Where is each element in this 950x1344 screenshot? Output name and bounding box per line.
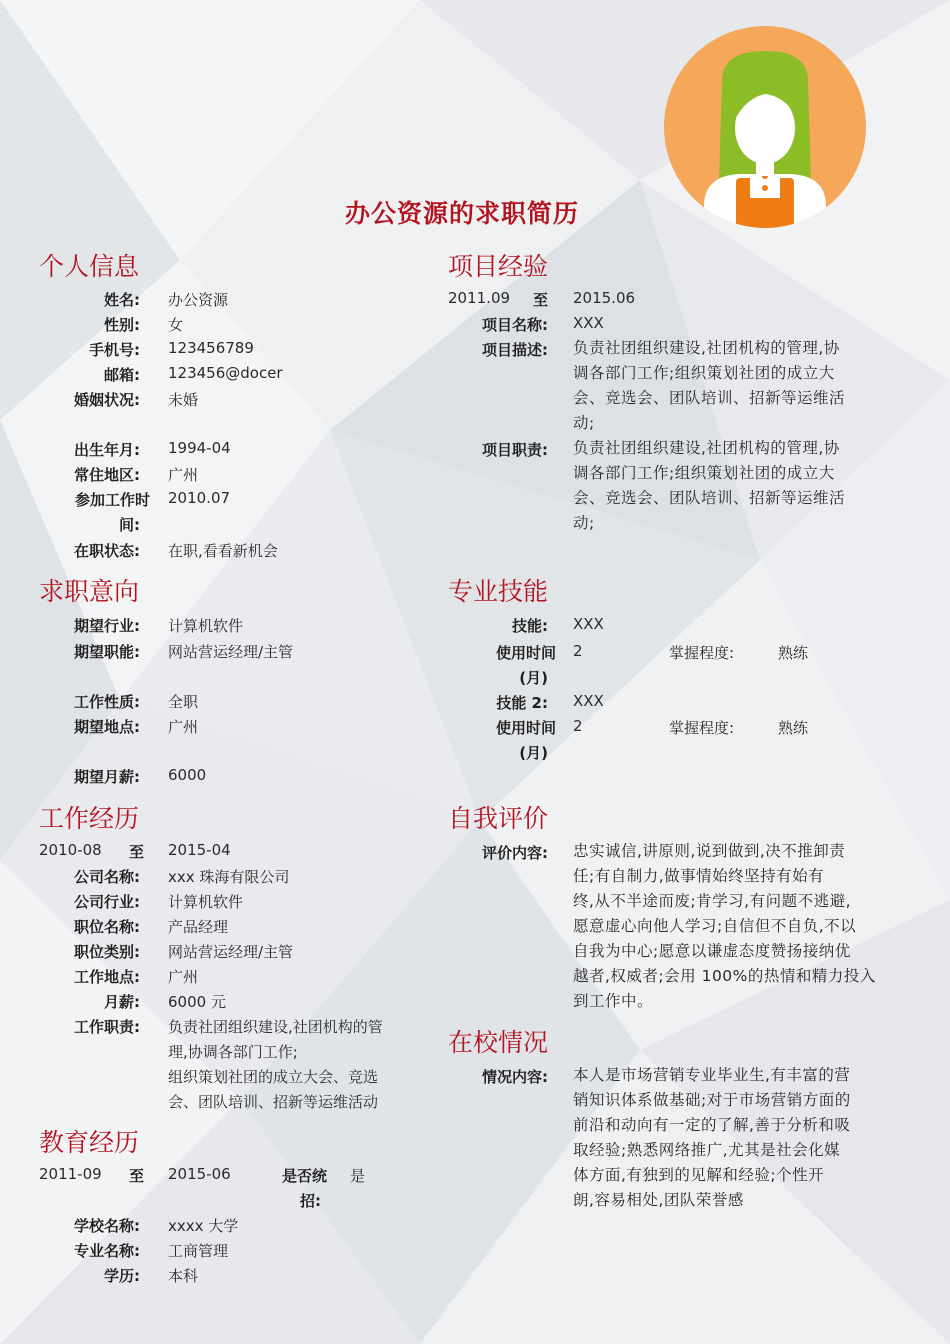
degree-value: 本科 <box>168 1267 199 1285</box>
work-salary-label: 月薪: <box>104 993 140 1011</box>
self-eval-line: 任;有自制力,做事情始终坚持有始有 <box>573 867 825 885</box>
skill2-level-label: 掌握程度: <box>669 719 735 737</box>
project-duty-label: 项目职责: <box>482 441 548 459</box>
work-location-value: 广州 <box>168 968 199 986</box>
intent-salary-label: 期望月薪: <box>74 768 140 786</box>
company-industry-value: 计算机软件 <box>168 893 244 911</box>
birth-value: 1994-04 <box>168 439 231 457</box>
email-label: 邮箱: <box>104 366 140 384</box>
section-title-personal: 个人信息 <box>39 252 140 281</box>
marital-label: 婚姻状况: <box>74 391 140 409</box>
project-desc-text <box>573 336 893 436</box>
unified-recruit-label: 是否统 <box>282 1167 328 1185</box>
project-duty-text <box>573 436 893 536</box>
self-eval-line: 越者,权威者;会用 100%的热情和精力投入 <box>573 967 876 985</box>
project-desc-line: 负责社团组织建设,社团机构的管理,协 <box>573 339 840 357</box>
section-title-skills: 专业技能 <box>448 577 549 606</box>
residence-label: 常住地区: <box>74 466 140 484</box>
work-start-label: 参加工作时 <box>74 491 150 509</box>
project-to: 至 <box>532 291 548 309</box>
project-duty-line: 负责社团组织建设,社团机构的管理,协 <box>573 439 840 457</box>
skill2-label: 技能 2: <box>496 694 548 712</box>
degree-label: 学历: <box>104 1267 140 1285</box>
campus-text <box>573 1063 893 1213</box>
skill2-value: XXX <box>573 692 604 710</box>
intent-location-value: 广州 <box>168 718 199 736</box>
work-start-date: 2010-08 <box>39 841 102 859</box>
intent-industry-label: 期望行业: <box>74 617 140 635</box>
skill1-level-label: 掌握程度: <box>669 644 735 662</box>
email-value: 123456@docer <box>168 364 283 382</box>
unified-recruit-label-cont: 招: <box>300 1192 321 1210</box>
skill1-time-value: 2 <box>573 642 583 660</box>
section-title-education: 教育经历 <box>39 1128 140 1157</box>
status-value: 在职,看看新机会 <box>168 542 278 560</box>
company-value: xxx 珠海有限公司 <box>168 868 290 886</box>
self-eval-line: 忠实诚信,讲原则,说到做到,决不推卸责 <box>573 842 846 860</box>
self-eval-text <box>573 839 893 1014</box>
intent-position-value: 网站营运经理/主管 <box>168 643 294 661</box>
skill1-value: XXX <box>573 615 604 633</box>
gender-label: 性别: <box>104 316 140 334</box>
self-eval-label: 评价内容: <box>482 844 548 862</box>
job-title-value: 产品经理 <box>168 918 229 936</box>
project-end-date: 2015.06 <box>573 289 636 307</box>
campus-line: 销知识体系做基础;对于市场营销方面的 <box>573 1091 851 1109</box>
intent-position-label: 期望职能: <box>74 643 140 661</box>
company-label: 公司名称: <box>74 868 140 886</box>
skill2-time-label: 使用时间 <box>495 719 556 737</box>
section-title-project: 项目经验 <box>448 252 549 281</box>
marital-value: 未婚 <box>168 391 199 409</box>
campus-label: 情况内容: <box>482 1068 548 1086</box>
skill2-time-value: 2 <box>573 717 583 735</box>
work-duties-line: 组织策划社团的成立大会、竞选 <box>168 1068 379 1086</box>
project-desc-line: 会、竞选会、团队培训、招新等运维活 <box>573 389 846 407</box>
work-duties-line: 负责社团组织建设,社团机构的管 <box>168 1018 383 1036</box>
project-desc-line: 动; <box>573 414 595 432</box>
job-category-label: 职位类别: <box>74 943 140 961</box>
skill1-label: 技能: <box>512 617 548 635</box>
project-desc-label: 项目描述: <box>482 341 548 359</box>
status-label: 在职状态: <box>74 542 140 560</box>
project-duty-line: 调各部门工作;组织策划社团的成立大 <box>573 464 835 482</box>
edu-to: 至 <box>128 1167 144 1185</box>
skill1-time-label: 使用时间 <box>495 644 556 662</box>
campus-line: 体方面,有独到的见解和经验;个性开 <box>573 1166 825 1184</box>
job-title-label: 职位名称: <box>74 918 140 936</box>
campus-line: 前沿和动向有一定的了解,善于分析和吸 <box>573 1116 851 1134</box>
work-to: 至 <box>128 843 144 861</box>
section-title-self-eval: 自我评价 <box>448 804 549 833</box>
work-start-value: 2010.07 <box>168 489 231 507</box>
major-label: 专业名称: <box>74 1242 140 1260</box>
work-salary-value: 6000 元 <box>168 993 226 1011</box>
section-title-work: 工作经历 <box>39 804 140 833</box>
project-duty-line: 动; <box>573 514 595 532</box>
skill1-time-label-cont: (月) <box>519 669 548 687</box>
major-value: 工商管理 <box>168 1242 229 1260</box>
edu-start-date: 2011-09 <box>39 1165 102 1183</box>
birth-label: 出生年月: <box>74 441 140 459</box>
work-duties-line: 理,协调各部门工作; <box>168 1043 298 1061</box>
project-name-label: 项目名称: <box>482 316 548 334</box>
project-name-value: XXX <box>573 314 604 332</box>
name-label: 姓名: <box>104 291 140 309</box>
intent-type-label: 工作性质: <box>74 693 140 711</box>
job-category-value: 网站营运经理/主管 <box>168 943 294 961</box>
name-value: 办公资源 <box>168 291 229 309</box>
gender-value: 女 <box>168 316 184 334</box>
work-location-label: 工作地点: <box>74 968 140 986</box>
edu-end-date: 2015-06 <box>168 1165 231 1183</box>
intent-type-value: 全职 <box>168 693 199 711</box>
self-eval-line: 愿意虚心向他人学习;自信但不自负,不以 <box>573 917 857 935</box>
section-title-intention: 求职意向 <box>39 577 140 606</box>
work-start-label-cont: 间: <box>119 516 140 534</box>
self-eval-line: 自我为中心;愿意以谦虚态度赞扬接纳优 <box>573 942 851 960</box>
work-duties-line: 会、团队培训、招新等运维活动 <box>168 1093 379 1111</box>
phone-label: 手机号: <box>89 341 140 359</box>
skill1-level-value: 熟练 <box>778 644 809 662</box>
project-start-date: 2011.09 <box>448 289 511 307</box>
skill2-level-value: 熟练 <box>778 719 809 737</box>
intent-location-label: 期望地点: <box>74 718 140 736</box>
work-end-date: 2015-04 <box>168 841 231 859</box>
company-industry-label: 公司行业: <box>74 893 140 911</box>
school-value: xxxx 大学 <box>168 1217 239 1235</box>
campus-line: 朗,容易相处,团队荣誉感 <box>573 1191 744 1209</box>
residence-value: 广州 <box>168 466 199 484</box>
self-eval-line: 到工作中。 <box>573 992 654 1010</box>
school-label: 学校名称: <box>74 1217 140 1235</box>
work-duties-label: 工作职责: <box>74 1018 140 1036</box>
project-duty-line: 会、竞选会、团队培训、招新等运维活 <box>573 489 846 507</box>
self-eval-line: 终,从不半途而废;肯学习,有问题不逃避, <box>573 892 852 910</box>
unified-recruit-value: 是 <box>350 1167 366 1185</box>
intent-salary-value: 6000 <box>168 766 207 784</box>
project-desc-line: 调各部门工作;组织策划社团的成立大 <box>573 364 835 382</box>
intent-industry-value: 计算机软件 <box>168 617 244 635</box>
skill2-time-label-cont: (月) <box>519 744 548 762</box>
phone-value: 123456789 <box>168 339 254 357</box>
campus-line: 本人是市场营销专业毕业生,有丰富的营 <box>573 1066 851 1084</box>
campus-line: 取经验;熟悉网络推广,尤其是社会化媒 <box>573 1141 841 1159</box>
document-title: 办公资源的求职简历 <box>344 199 579 228</box>
section-title-campus: 在校情况 <box>448 1028 549 1057</box>
